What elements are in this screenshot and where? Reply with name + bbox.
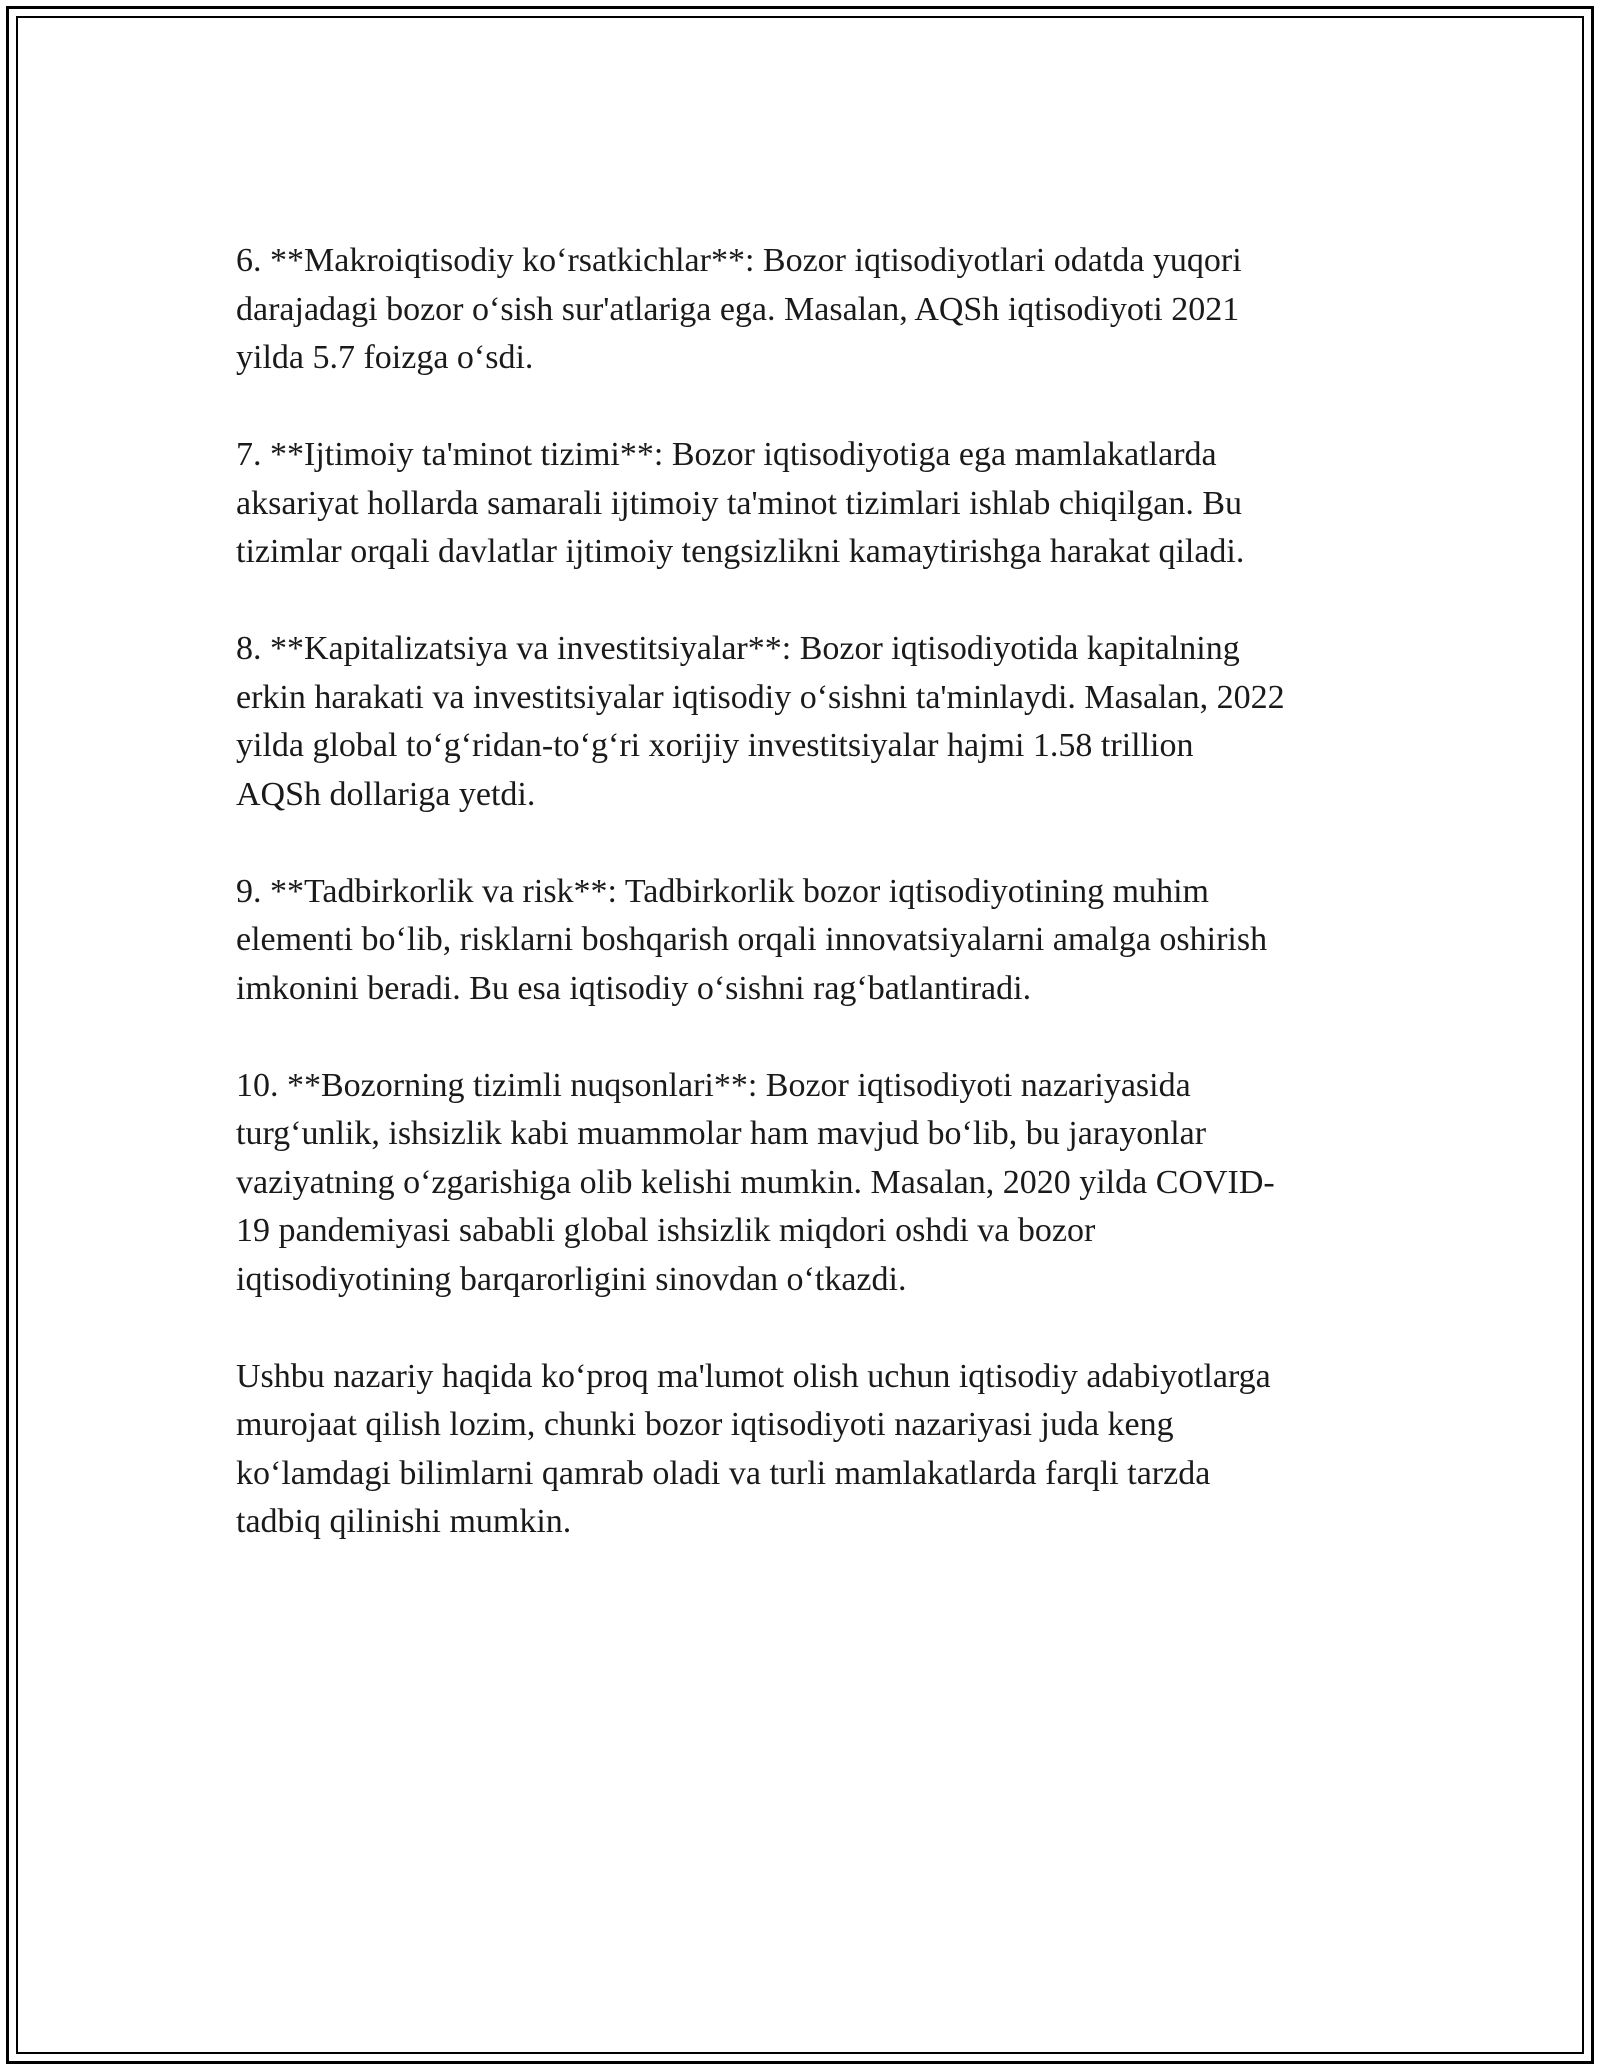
document-body (236, 237, 1386, 1595)
paragraph-tizimli-nuqsonlar: 10. **Bozorning tizimli nuqsonlari**: Bozor iqtisodiyoti nazariyasida turg‘unlik, ishsizlik kabi muammolar ham mavjud bo‘lib, bu jarayonlar vaziyatning o‘zgarishiga olib kelishi mumkin. Masalan, 2020 yilda COVID- 19 pandemiyasi sababli global ishsizlik miqdori oshdi va bozor iqtisodiyotining barqarorligini sinovdan o‘tkazdi. (236, 1066, 1275, 1298)
paragraph-makroiqtisodiy: 6. **Makroiqtisodiy ko‘rsatkichlar**: Bozor iqtisodiyotlari odatda yuqori darajadagi bozor o‘sish sur'atlariga ega. Masalan, AQSh iqtisodiyoti 2021 yilda 5.7 foizga o‘sdi. (236, 242, 1242, 376)
paragraph-ijtimoiy-taminot: 7. **Ijtimoiy ta'minot tizimi**: Bozor iqtisodiyotiga ega mamlakatlarda aksariyat hollarda samarali ijtimoiy ta'minot tizimlari ishlab chiqilgan. Bu tizimlar orqali davlatlar ijtimoiy tengsizlikni kamaytirishga harakat qiladi. (236, 436, 1245, 570)
paragraph-tadbirkorlik: 9. **Tadbirkorlik va risk**: Tadbirkorlik bozor iqtisodiyotining muhim elementi bo‘lib, risklarni boshqarish orqali innovatsiyalarni amalga oshirish imkonini beradi. Bu esa iqtisodiy o‘sishni rag‘batlantiradi. (236, 872, 1268, 1007)
paragraph-kapitalizatsiya: 8. **Kapitalizatsiya va investitsiyalar**: Bozor iqtisodiyotida kapitalning erkin harakati va investitsiyalar iqtisodiy o‘sishni ta'minlaydi. Masalan, 2022 yilda global to‘g‘ridan-to‘g‘ri xorijiy investitsiyalar hajmi 1.58 trillion AQSh dollariga yetdi. (236, 630, 1285, 813)
paragraph-conclusion: Ushbu nazariy haqida ko‘proq ma'lumot olish uchun iqtisodiy adabiyotlarga murojaat qilish lozim, chunki bozor iqtisodiyoti nazariyasi juda keng ko‘lamdagi bilimlarni qamrab oladi va turli mamlakatlarda farqli tarzda tadbiq qilinishi mumkin. (236, 1357, 1271, 1540)
